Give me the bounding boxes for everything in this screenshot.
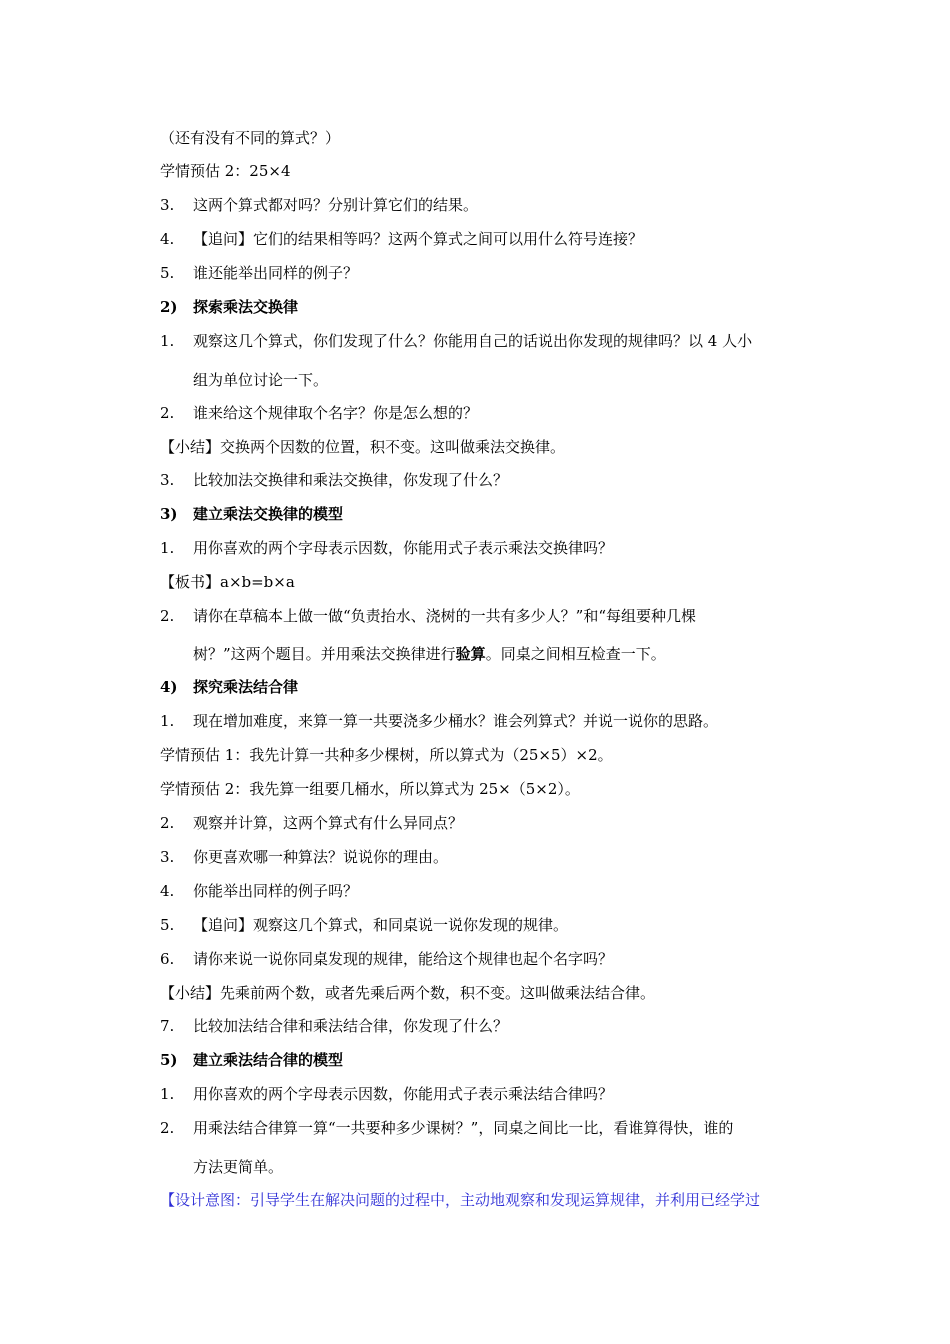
list-item: 用乘法结合律算一算“一共要种多少课树？”，同桌之间比一比，看谁算得快，谁的	[193, 1119, 734, 1137]
list-item: 比较加法结合律和乘法结合律，你发现了什么？	[193, 1017, 509, 1035]
section-heading: 探索乘法交换律	[193, 298, 299, 316]
text-run: 。同桌之间相互检查一下。	[485, 645, 666, 663]
list-item: 谁还能举出同样的例子？	[193, 264, 359, 282]
list-number: 3.	[160, 848, 175, 866]
section-number: 5)	[160, 1051, 178, 1069]
list-number: 4.	[160, 882, 175, 900]
list-item: 观察并计算，这两个算式有什么异同点？	[193, 814, 464, 832]
section-heading: 建立乘法交换律的模型	[193, 505, 344, 523]
board-writing-line: 【板书】a×b=b×a	[160, 573, 295, 591]
list-item: 谁来给这个规律取个名字？你是怎么想的？	[193, 404, 479, 422]
list-number: 1.	[160, 1085, 175, 1103]
list-number: 1.	[160, 712, 175, 730]
list-number: 3.	[160, 471, 175, 489]
list-item-continuation	[193, 644, 666, 664]
list-item: 请你在草稿本上做一做“负责抬水、浇树的一共有多少人？”和“每组要种几棵	[193, 607, 697, 625]
list-number: 2.	[160, 607, 175, 625]
list-item: 你更喜欢哪一种算法？说说你的理由。	[193, 848, 449, 866]
list-number: 2.	[160, 814, 175, 832]
list-number: 5.	[160, 264, 175, 282]
section-heading: 建立乘法结合律的模型	[193, 1051, 344, 1069]
list-item: 请你来说一说你同桌发现的规律，能给这个规律也起个名字吗？	[193, 950, 614, 968]
list-item-continuation: 方法更简单。	[193, 1158, 284, 1176]
section-heading: 探究乘法结合律	[193, 678, 299, 696]
summary-line: 【小结】先乘前两个数，或者先乘后两个数，积不变。这叫做乘法结合律。	[160, 984, 656, 1002]
list-item: 现在增加难度，来算一算一共要浇多少桶水？谁会列算式？并说一说你的思路。	[193, 712, 719, 730]
list-item: 这两个算式都对吗？分别计算它们的结果。	[193, 196, 479, 214]
text-line: （还有没有不同的算式？）	[160, 129, 341, 147]
design-intent-note: 【设计意图：引导学生在解决问题的过程中，主动地观察和发现运算规律，并利用已经学过	[160, 1191, 761, 1209]
text-line: 学情预估 2：25×4	[160, 162, 291, 180]
list-number: 5.	[160, 916, 175, 934]
list-number: 6.	[160, 950, 175, 968]
text-line: 学情预估 1：我先计算一共种多少棵树，所以算式为（25×5）×2。	[160, 746, 613, 764]
list-item: 【追问】它们的结果相等吗？这两个算式之间可以用什么符号连接？	[193, 230, 644, 248]
section-number: 2)	[160, 298, 178, 316]
list-item: 比较加法交换律和乘法交换律，你发现了什么？	[193, 471, 509, 489]
list-item: 【追问】观察这几个算式，和同桌说一说你发现的规律。	[193, 916, 569, 934]
text-line: 学情预估 2：我先算一组要几桶水，所以算式为 25×（5×2）。	[160, 780, 580, 798]
list-number: 7.	[160, 1017, 175, 1035]
list-number: 3.	[160, 196, 175, 214]
list-number: 2.	[160, 404, 175, 422]
list-number: 2.	[160, 1119, 175, 1137]
section-number: 4)	[160, 678, 178, 696]
list-item: 用你喜欢的两个字母表示因数，你能用式子表示乘法交换律吗？	[193, 539, 614, 557]
summary-line: 【小结】交换两个因数的位置，积不变。这叫做乘法交换律。	[160, 438, 566, 456]
list-number: 4.	[160, 230, 175, 248]
list-number: 1.	[160, 332, 175, 350]
list-item: 用你喜欢的两个字母表示因数，你能用式子表示乘法结合律吗？	[193, 1085, 614, 1103]
list-number: 1.	[160, 539, 175, 557]
list-item-continuation: 组为单位讨论一下。	[193, 371, 329, 389]
list-item: 观察这几个算式，你们发现了什么？你能用自己的话说出你发现的规律吗？以 4 人小	[193, 332, 753, 350]
text-run: 树？”这两个题目。并用乘法交换律进行	[193, 645, 456, 663]
section-number: 3)	[160, 505, 178, 523]
list-item: 你能举出同样的例子吗？	[193, 882, 359, 900]
bold-text-run: 验算	[455, 645, 486, 663]
